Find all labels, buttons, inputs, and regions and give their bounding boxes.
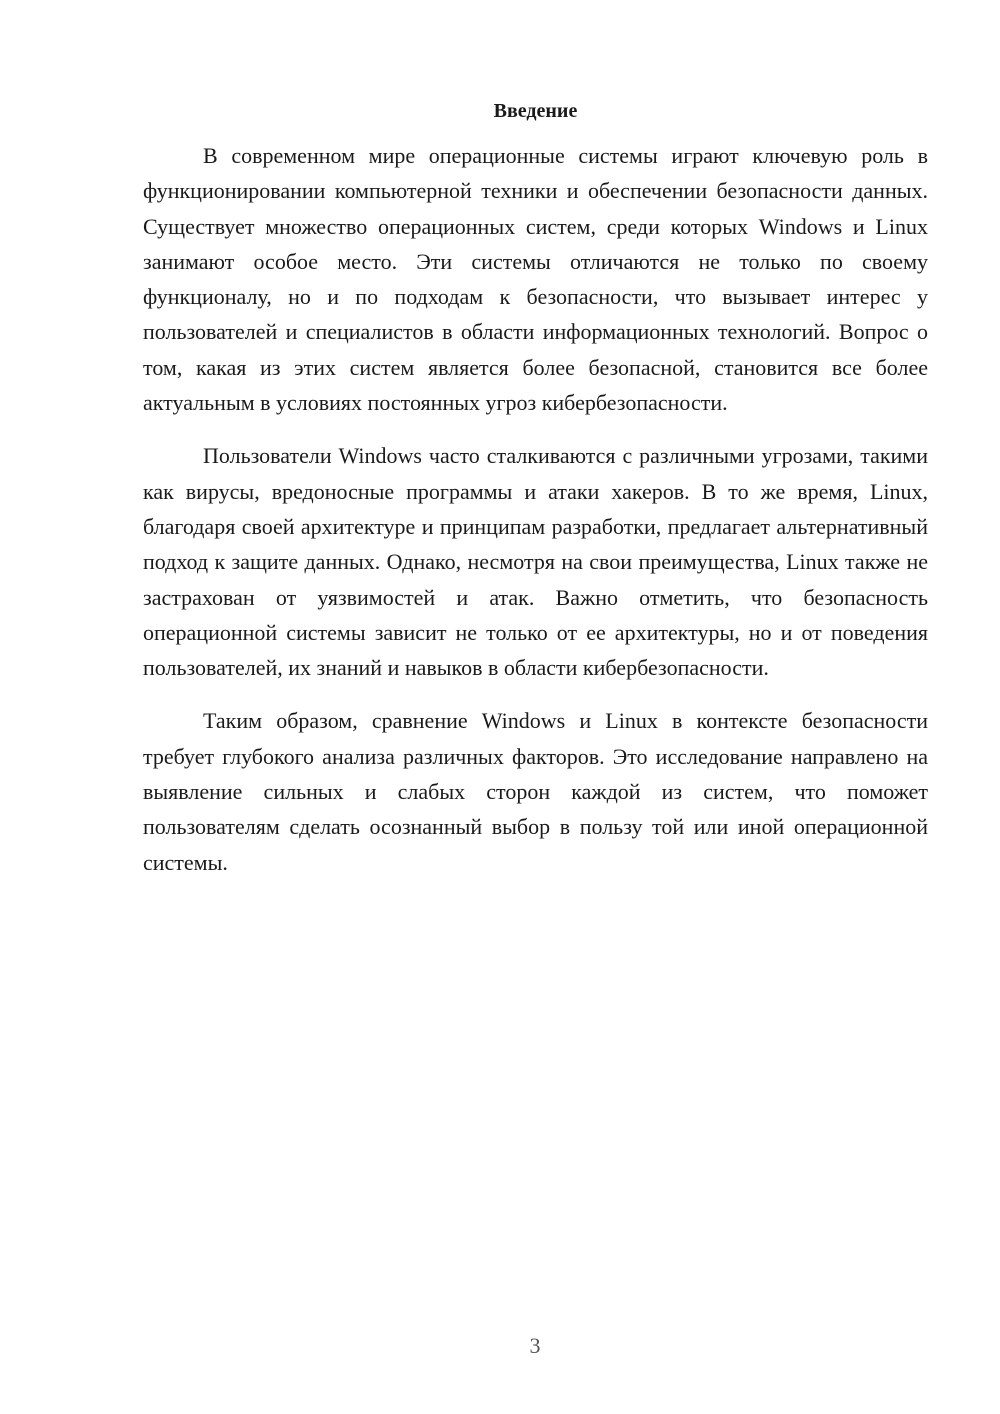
paragraph-2: Пользователи Windows часто сталкиваются с различными угрозами, такими как вирусы, вредоносные программы и атаки хакеров. В то же время, Linux, благодаря своей архитектуре и принципам разработки, предлагает альтернативный подход к защите данных. Однако, несмотря на свои преимущества, Linux также не застрахован от уязвимостей и атак. Важно отметить, что безопасность операционной системы зависит не только от ее архитектуры, но и от поведения пользователей, их знаний и навыков в области кибербезопасности. bbox=[143, 443, 928, 681]
section-heading: Введение bbox=[493, 100, 578, 122]
paragraph-1: В современном мире операционные системы играют ключевую роль в функционировании компьютерной техники и обеспечении безопасности данных. Существует множество операционных систем, среди которых Windows и Linux занимают особое место. Эти системы отличаются не только по своему функционалу, но и по подходам к безопасности, что вызывает интерес у пользователей и специалистов в области информационных технологий. Вопрос о том, какая из этих систем является более безопасной, становится все более актуальным в условиях постоянных угроз кибербезопасности. bbox=[143, 143, 928, 416]
paragraph-3: Таким образом, сравнение Windows и Linux в контексте безопасности требует глубокого анализа различных факторов. Это исследование направлено на выявление сильных и слабых сторон каждой из систем, что поможет пользователям сделать осознанный выбор в пользу той или иной операционной системы. bbox=[143, 708, 928, 875]
page-content bbox=[143, 96, 928, 898]
page-number: 3 bbox=[529, 1333, 541, 1358]
